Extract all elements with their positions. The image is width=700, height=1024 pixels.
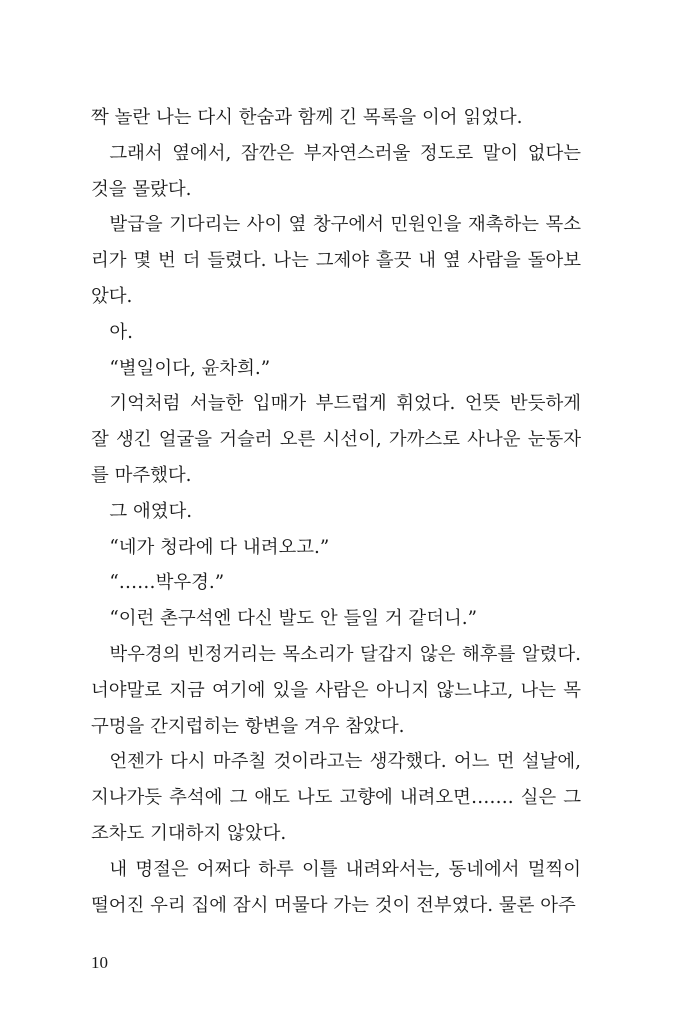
paragraph: 짝 놀란 나는 다시 한숨과 함께 긴 목록을 이어 읽었다. xyxy=(91,107,523,128)
page-number: 10 xyxy=(91,953,108,972)
paragraph: 내 명절은 어쩌다 하루 이틀 내려와서는, 동네에서 멀찍이 떨어진 우리 집에 잠시 머물다 가는 것이 전부였다. 물론 아주 xyxy=(91,858,581,916)
paragraph: 그 애였다. xyxy=(109,500,193,522)
paragraph: 언젠가 다시 마주칠 것이라고는 생각했다. 어느 먼 설날에, 지나가듯 추석에 그 애도 나도 고향에 내려오면……. 실은 그조차도 기대하지 않았다. xyxy=(91,751,581,844)
paragraph: “별일이다, 윤차희.” xyxy=(109,357,271,379)
paragraph: “네가 청라에 다 내려오고.” xyxy=(109,536,330,558)
paragraph: 그래서 옆에서, 잠깐은 부자연스러울 정도로 말이 없다는 것을 몰랐다. xyxy=(91,142,581,200)
paragraph: “이런 촌구석엔 다신 발도 안 들일 거 같더니.” xyxy=(109,608,477,630)
body-text xyxy=(91,100,581,923)
paragraph: 박우경의 빈정거리는 목소리가 달갑지 않은 해후를 알렸다. 너야말로 지금 여기에 있을 사람은 아니지 않느냐고, 나는 목구멍을 간지럽히는 항변을 겨우 참았다. xyxy=(91,643,581,737)
paragraph: 기억처럼 서늘한 입매가 부드럽게 휘었다. 언뜻 반듯하게 잘 생긴 얼굴을 거슬러 오른 시선이, 가까스로 사나운 눈동자를 마주했다. xyxy=(91,393,581,486)
paragraph: “……박우경.” xyxy=(109,572,225,594)
paragraph: 발급을 기다리는 사이 옆 창구에서 민원인을 재촉하는 목소리가 몇 번 더 들렸다. 나는 그제야 흘끗 내 옆 사람을 돌아보았다. xyxy=(91,214,581,307)
paragraph: 아. xyxy=(109,321,134,343)
